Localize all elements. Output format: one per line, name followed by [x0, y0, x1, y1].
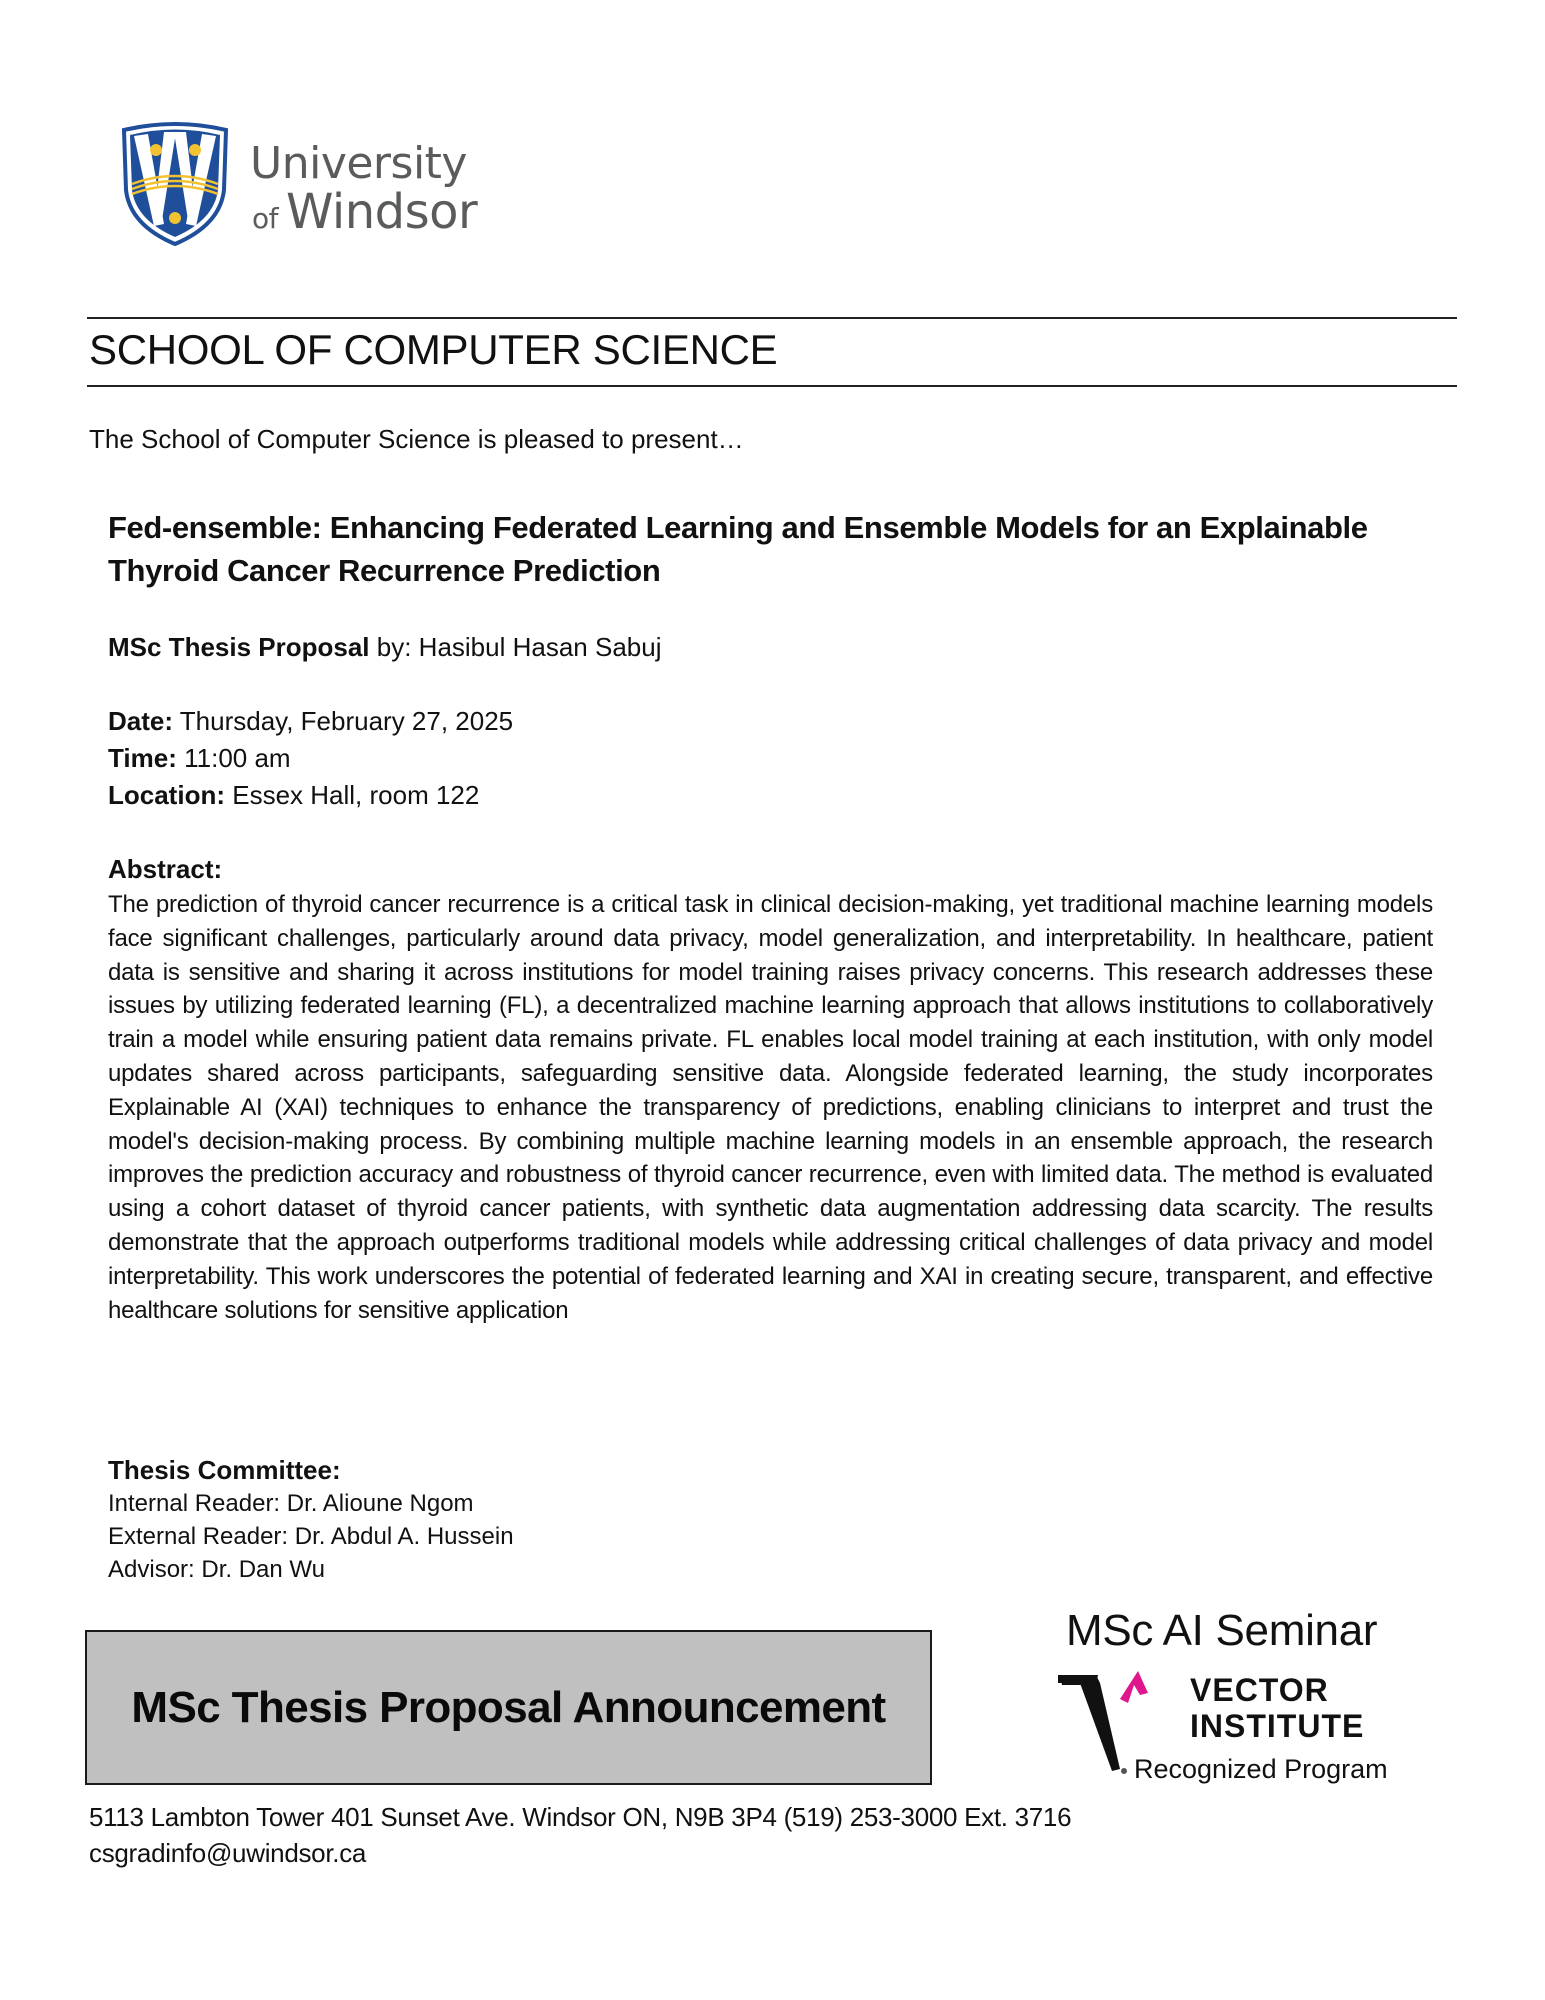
- logo-text-of: of: [252, 202, 278, 235]
- event-date: [108, 706, 513, 737]
- footer-address: 5113 Lambton Tower 401 Sunset Ave. Windsor ON, N9B 3P4 (519) 253-3000 Ext. 3716: [89, 1802, 1072, 1832]
- vector-name-line2: INSTITUTE: [1190, 1708, 1365, 1744]
- location-value: Essex Hall, room 122: [225, 780, 480, 810]
- announcement-box: [85, 1630, 932, 1785]
- vector-name-line1: VECTOR: [1190, 1672, 1329, 1708]
- byline: [108, 632, 661, 663]
- university-shield-icon: [120, 120, 230, 246]
- recognized-program-label: Recognized Program: [1134, 1754, 1388, 1784]
- committee-member-internal-reader: Internal Reader: Dr. Alioune Ngom: [108, 1490, 474, 1517]
- school-title: SCHOOL OF COMPUTER SCIENCE: [89, 326, 778, 373]
- event-time: [108, 743, 291, 774]
- by-label: by:: [369, 632, 419, 662]
- committee-member-advisor: Advisor: Dr. Dan Wu: [108, 1556, 325, 1583]
- thesis-title: Fed-ensemble: Enhancing Federated Learning and Ensemble Models for an Explainable Thyroid Cancer Recurrence Prediction: [108, 510, 1368, 588]
- date-value: Thursday, February 27, 2025: [173, 706, 514, 736]
- university-of-windsor-logo: [120, 120, 480, 248]
- location-label: Location:: [108, 780, 225, 810]
- event-location: [108, 780, 479, 811]
- announcement-label: MSc Thesis Proposal Announcement: [131, 1682, 886, 1732]
- intro-text: The School of Computer Science is pleased to present…: [89, 424, 744, 454]
- date-label: Date:: [108, 706, 174, 736]
- committee-member-external-reader: External Reader: Dr. Abdul A. Hussein: [108, 1523, 514, 1550]
- abstract-heading: Abstract:: [108, 854, 223, 884]
- abstract-body: The prediction of thyroid cancer recurrence is a critical task in clinical decision-making, yet traditional machine learning models face significant challenges, particularly around data privacy, model generalization, and interpretability. In healthcare, patient data is sensitive and sharing it across institutions for model training raises privacy concerns. This research addresses these issues by utilizing federated learning (FL), a decentralized machine learning approach that allows institutions to collaboratively train a model while ensuring patient data remains private. FL enables local model training at each institution, with only model updates shared across participants, safeguarding sensitive data. Alongside federated learning, the study incorporates Explainable AI (XAI) techniques to enhance the transparency of predictions, enabling clinicians to interpret and trust the model's decision-making process. By combining multiple machine learning models in an ensemble approach, the research improves the prediction accuracy and robustness of thyroid cancer recurrence, even with limited data. The method is evaluated using a cohort dataset of thyroid cancer patients, with synthetic data augmentation addressing data scarcity. The results demonstrate that the approach outperforms traditional models while addressing critical challenges of data privacy and model interpretability. This work underscores the potential of federated learning and XAI in creating secure, transparent, and effective healthcare solutions for sensitive application: [108, 891, 1433, 1324]
- seminar-title: MSc AI Seminar: [1066, 1606, 1378, 1655]
- author-name: Hasibul Hasan Sabuj: [418, 632, 662, 662]
- committee-heading: Thesis Committee:: [108, 1455, 341, 1485]
- logo-text-windsor: Windsor: [286, 184, 478, 240]
- logo-text-university: University: [250, 138, 467, 189]
- footer-email[interactable]: csgradinfo@uwindsor.ca: [89, 1838, 367, 1868]
- vector-institute-name: [1190, 1672, 1364, 1744]
- thesis-type-label: MSc Thesis Proposal: [108, 632, 370, 662]
- time-value: 11:00 am: [176, 743, 291, 773]
- time-label: Time:: [108, 743, 177, 773]
- header-rule-bottom: [87, 385, 1457, 387]
- header-rule-top: [87, 317, 1457, 319]
